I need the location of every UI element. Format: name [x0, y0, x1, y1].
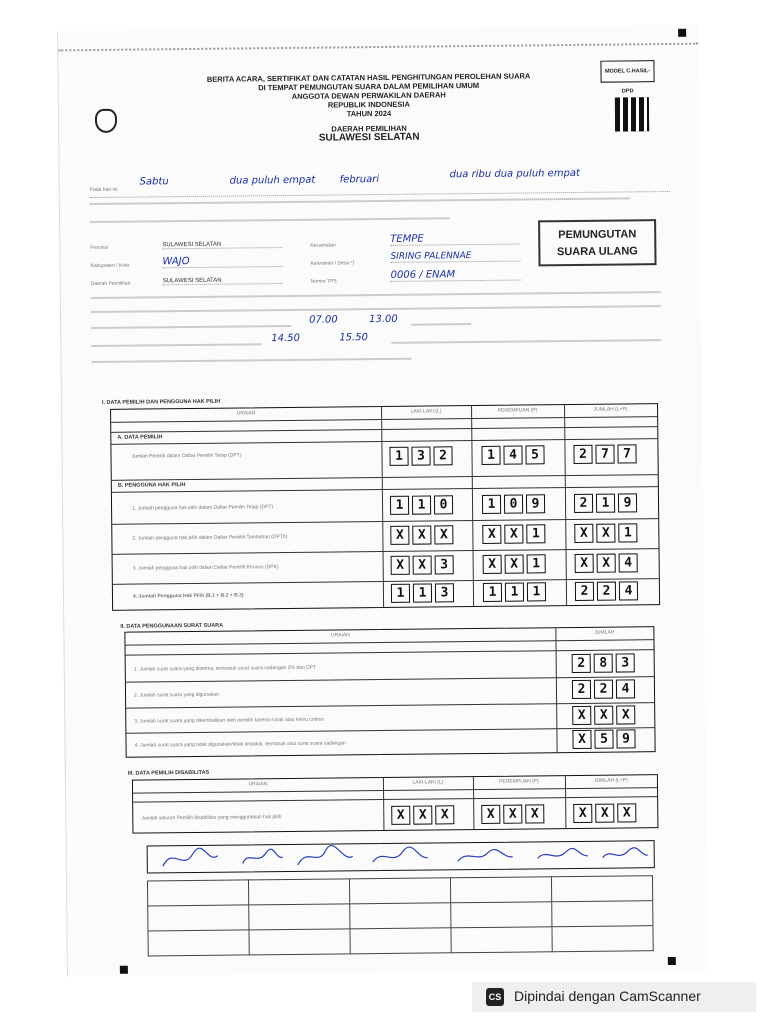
- digit-cell: 1: [481, 446, 500, 465]
- digit-cell: 1: [505, 583, 524, 602]
- document-title: [149, 71, 590, 145]
- digit-cell: X: [434, 525, 453, 544]
- col-header: LAKI-LAKI (L): [412, 779, 444, 786]
- dpt-total-digits: [573, 444, 639, 464]
- provinsi-label: Provinsi: [90, 244, 109, 252]
- table-row: 2. Jumlah pengguna hak pilih dalam Daftar Pemilih Tambahan (DPTb) X X X X X 1 X X 1: [112, 520, 658, 552]
- digit-cell: 4: [503, 446, 522, 465]
- corner-mark: [668, 957, 676, 965]
- digit-cell: 4: [619, 553, 638, 572]
- section3-table: [132, 774, 659, 834]
- digit-cell: 2: [573, 445, 592, 464]
- digit-cell: 0: [434, 495, 453, 514]
- title-line: DI TEMPAT PEMUNGUTAN SUARA DALAM PEMILIHAN UMUM: [258, 80, 480, 93]
- digit-cell: 7: [595, 445, 614, 464]
- digit-cell: 9: [616, 729, 635, 748]
- kpps-signature-row: [147, 840, 655, 873]
- digit-cell: X: [572, 706, 591, 725]
- title-line: REPUBLIK INDONESIA: [327, 99, 410, 110]
- perforation-line: [58, 43, 698, 52]
- digit-cell: X: [483, 555, 502, 574]
- digit-cell: X: [596, 524, 615, 543]
- digit-cell: 2: [433, 446, 452, 465]
- section1-a-heading: A. DATA PEMILIH: [117, 434, 163, 441]
- table-row: 2. Jumlah surat suara yang digunakan 2 2 4: [126, 677, 654, 707]
- digit-cell: 5: [525, 445, 544, 464]
- form-page: [57, 25, 708, 977]
- digit-cell: X: [413, 805, 432, 824]
- title-line: ANGGOTA DEWAN PERWAKILAN DAERAH: [291, 90, 446, 101]
- digit-cell: 1: [389, 447, 408, 466]
- digit-cell: X: [572, 730, 591, 749]
- dapil-label: Daerah Pemilihan: [90, 280, 131, 288]
- signatures-icon: [148, 841, 654, 872]
- dpt-female-digits: [481, 445, 547, 465]
- year-value: dua ribu dua puluh empat: [449, 167, 581, 181]
- digit-cell: X: [391, 806, 410, 825]
- date-line: Pada hari ini Sabtu dua puluh empat februari dua ribu dua puluh empat: [90, 171, 670, 198]
- month-value: februari: [339, 174, 380, 186]
- section1-b-heading: B. PENGGUNA HAK PILIH: [117, 482, 186, 489]
- digit-cell: X: [616, 705, 635, 724]
- dpt-male-digits: [389, 446, 455, 466]
- repeat-voting-stamp: [538, 219, 656, 266]
- digit-cell: 4: [619, 581, 638, 600]
- col-header: JUMLAH (L+P): [594, 777, 628, 784]
- digit-cell: 1: [618, 523, 637, 542]
- camscanner-watermark: [472, 982, 756, 1012]
- digit-cell: X: [391, 556, 410, 575]
- digit-cell: X: [595, 804, 614, 823]
- count-end-time: 15.50: [339, 332, 368, 344]
- digit-cell: X: [482, 525, 501, 544]
- kelurahan-value: SIRING PALENNAE: [390, 251, 520, 263]
- digit-cell: 7: [617, 444, 636, 463]
- col-header: JUMLAH (L+P): [593, 406, 628, 413]
- col-header: PEREMPUAN (P): [499, 778, 539, 785]
- digit-cell: X: [481, 805, 500, 824]
- digit-cell: 3: [411, 446, 430, 465]
- digit-cell: X: [504, 525, 523, 544]
- digit-cell: X: [503, 805, 522, 824]
- region-value: SULAWESI SELATAN: [318, 131, 420, 144]
- qr-code-icon: [615, 97, 649, 131]
- digit-cell: 1: [527, 554, 546, 573]
- kecamatan-label: Kecamatan: [310, 242, 336, 249]
- col-header: URAIAN: [248, 781, 268, 788]
- section2-table: [124, 626, 655, 758]
- digit-cell: 4: [616, 679, 635, 698]
- dpt-row-label: Jumlah Pemilih dalam Daftar Pemilih Tetap (DPT): [131, 452, 242, 460]
- col-header: LAKI-LAKI (L): [410, 408, 442, 415]
- digit-cell: X: [390, 526, 409, 545]
- digit-cell: X: [505, 555, 524, 574]
- digit-cell: 2: [575, 582, 594, 601]
- digit-cell: 1: [482, 495, 501, 514]
- digit-cell: X: [617, 803, 636, 822]
- col-header: JUMLAH: [594, 629, 615, 636]
- table-row: 3. Jumlah pengguna hak pilih dalam Daftar Pemilih Khusus (DPK) X X 3 X X 1 X X 4: [113, 550, 659, 582]
- digit-cell: 3: [435, 583, 454, 602]
- col-header: PEREMPUAN (P): [497, 407, 538, 414]
- corner-mark: [678, 29, 686, 37]
- section3-heading: III. DATA PEMILIH DISABILITAS: [127, 769, 210, 777]
- digit-cell: 9: [526, 494, 545, 513]
- digit-cell: 1: [413, 583, 432, 602]
- camscanner-text: Dipindai dengan CamScanner: [514, 988, 701, 1004]
- digit-cell: X: [413, 555, 432, 574]
- digit-cell: 3: [616, 653, 635, 672]
- vote-end-time: 13.00: [369, 313, 398, 326]
- digit-cell: 8: [594, 654, 613, 673]
- digit-cell: 0: [504, 495, 523, 514]
- digit-cell: 1: [526, 524, 545, 543]
- tps-label: Nomor TPS: [310, 278, 337, 285]
- digit-cell: X: [597, 554, 616, 573]
- table-row: 4. Jumlah Pengguna Hak Pilih (B.1 + B.2 + B.3) 1 1 3 1 1 1 2 2 4: [113, 579, 659, 609]
- digit-cell: X: [525, 804, 544, 823]
- kabupaten-value: WAJO: [162, 255, 282, 268]
- col-header: URAIAN: [330, 632, 350, 639]
- digit-cell: X: [435, 805, 454, 824]
- digit-cell: 3: [435, 555, 454, 574]
- digit-cell: X: [573, 804, 592, 823]
- digit-cell: 1: [390, 496, 409, 515]
- section1-heading: I. DATA PEMILIH DAN PENGGUNA HAK PILIH: [101, 398, 221, 406]
- digit-cell: 2: [572, 680, 591, 699]
- model-code-box: MODEL C.HASIL-DPD: [600, 60, 654, 83]
- digit-cell: X: [574, 524, 593, 543]
- statement-paragraph: [91, 287, 672, 373]
- section2-heading: II. DATA PENGGUNAAN SURAT SUARA: [120, 622, 224, 630]
- digit-cell: 1: [391, 584, 410, 603]
- kecamatan-value: TEMPE: [390, 233, 520, 246]
- region-label: DAERAH PEMILIHAN: [331, 123, 407, 134]
- col-header: URAIAN: [236, 410, 256, 417]
- provinsi-value: SULAWESI SELATAN: [162, 241, 282, 249]
- witness-signature-table: [147, 875, 654, 956]
- stamp-line: PEMUNGUTAN: [558, 228, 637, 242]
- vote-start-time: 07.00: [309, 314, 338, 326]
- date-value: dua puluh empat: [229, 174, 316, 187]
- digit-cell: 2: [574, 494, 593, 513]
- table-row: 1. Jumlah surat suara yang diterima, termasuk surat suara cadangan 2% dari DPT 2 8 3: [126, 651, 654, 681]
- camscanner-logo-icon: CS: [486, 988, 504, 1006]
- dapil-value: SULAWESI SELATAN: [163, 277, 283, 285]
- kabupaten-label: Kabupaten / Kota: [90, 262, 130, 270]
- digit-cell: 1: [412, 495, 431, 514]
- stamp-line: SUARA ULANG: [556, 245, 638, 259]
- digit-cell: 1: [483, 583, 502, 602]
- title-line: TAHUN 2024: [346, 108, 392, 119]
- kelurahan-label: Kelurahan / Desa *): [310, 260, 355, 267]
- digit-cell: 2: [594, 680, 613, 699]
- table-row: 3. Jumlah surat suara yang dikembalikan oleh pemilih karena rusak atau keliru coblos X X X: [126, 703, 654, 733]
- table-row: 4. Jumlah surat suara yang tidak digunakan/tidak terpakai, termasuk sisa surat suara cadangan X 5 9: [126, 727, 654, 757]
- count-start-time: 14.50: [271, 332, 300, 345]
- title-line: BERITA ACARA, SERTIFIKAT DAN CATATAN HASIL PENGHITUNGAN PEROLEHAN SUARA: [206, 71, 531, 84]
- corner-mark: [120, 966, 128, 974]
- digit-cell: 1: [596, 494, 615, 513]
- digit-cell: X: [412, 525, 431, 544]
- digit-cell: 5: [594, 730, 613, 749]
- digit-cell: 9: [618, 493, 637, 512]
- tps-value: 0006 / ENAM: [391, 269, 521, 282]
- digit-cell: 2: [597, 582, 616, 601]
- section1-table: [110, 403, 660, 611]
- digit-cell: X: [594, 706, 613, 725]
- digit-cell: X: [575, 554, 594, 573]
- digit-cell: 2: [572, 654, 591, 673]
- table-row: 1. Jumlah pengguna hak pilih dalam Daftar Pemilih Tetap (DPT) 1 1 0 1 0 9 2 1 9: [112, 490, 658, 522]
- kpu-logo-icon: [95, 109, 117, 133]
- table-row: Jumlah seluruh Pemilih disabilitas yang menggunakan hak pilih X X X X X X X X X: [133, 798, 657, 831]
- digit-cell: 1: [527, 582, 546, 601]
- day-value: Sabtu: [139, 176, 169, 188]
